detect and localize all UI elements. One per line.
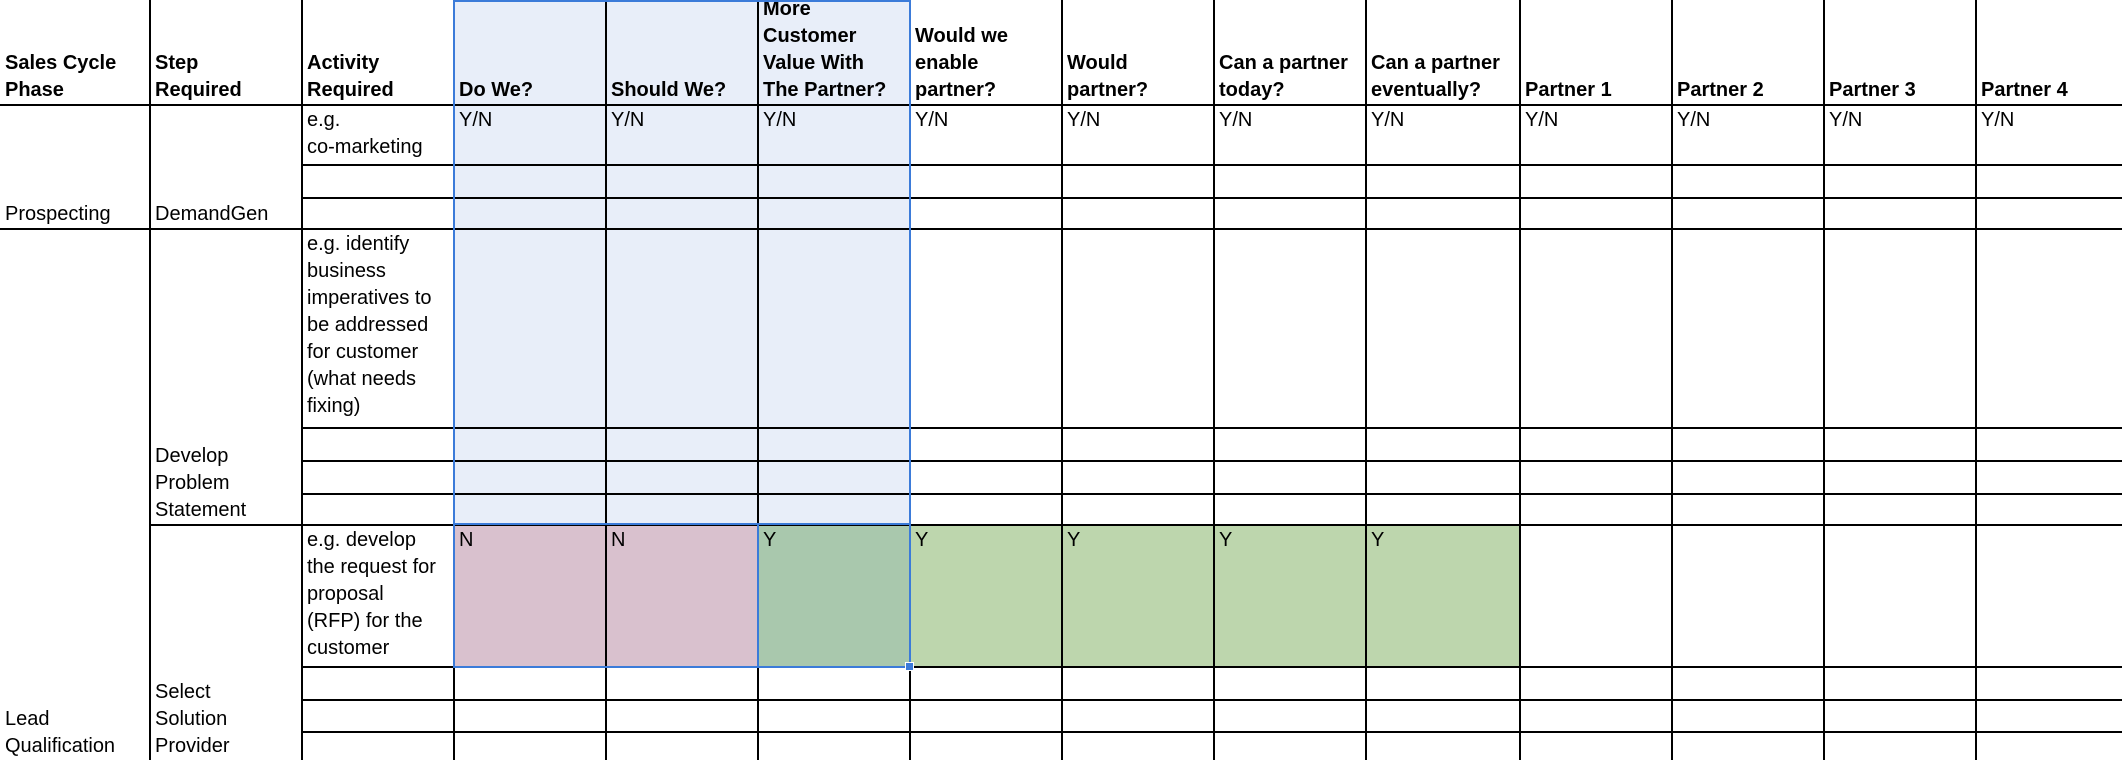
activity-identify-imperatives[interactable]: e.g. identify business imperatives to be addressed for customer (what needs fixing) xyxy=(307,233,432,417)
cell-enable-partner-rfp[interactable]: Y xyxy=(915,529,929,551)
cell-partner-eventually-r1[interactable]: Y/N xyxy=(1371,109,1405,131)
phase-prospecting[interactable]: Prospecting xyxy=(5,203,111,225)
column-selection-outline xyxy=(453,0,911,525)
activity-develop-rfp[interactable]: e.g. develop the request for proposal (RFP) for the customer xyxy=(307,529,436,659)
step-demandgen[interactable]: DemandGen xyxy=(155,203,269,225)
header-should-we[interactable]: Should We? xyxy=(611,79,727,101)
activity-comarketing[interactable]: e.g. co-marketing xyxy=(307,109,423,158)
phase-lead-qualification[interactable]: Lead Qualification xyxy=(5,708,116,757)
cell-partner-eventually-rfp[interactable]: Y xyxy=(1371,529,1385,551)
header-more-customer-value[interactable]: More Customer Value With The Partner? xyxy=(763,0,887,101)
header-enable-partner[interactable]: Would we enable partner? xyxy=(915,25,1008,101)
header-partner-3[interactable]: Partner 3 xyxy=(1829,79,1916,101)
cell-enable-partner-r1[interactable]: Y/N xyxy=(915,109,949,131)
cell-would-partner-r1[interactable]: Y/N xyxy=(1067,109,1101,131)
header-partner-2[interactable]: Partner 2 xyxy=(1677,79,1764,101)
header-partner-eventually[interactable]: Can a partner eventually? xyxy=(1371,52,1500,101)
selection-fill-handle[interactable] xyxy=(905,662,914,671)
active-cell-outline xyxy=(757,523,911,668)
cell-partner-1-r1[interactable]: Y/N xyxy=(1525,109,1559,131)
cell-more-value-r1[interactable]: Y/N xyxy=(763,109,797,131)
cell-should-we-rfp[interactable]: N xyxy=(611,529,626,551)
cell-partner-4-r1[interactable]: Y/N xyxy=(1981,109,2015,131)
header-partner-1[interactable]: Partner 1 xyxy=(1525,79,1612,101)
cell-partner-2-r1[interactable]: Y/N xyxy=(1677,109,1711,131)
cell-do-we-rfp[interactable]: N xyxy=(459,529,474,551)
step-develop-problem-statement[interactable]: Develop Problem Statement xyxy=(155,445,247,521)
header-partner-4[interactable]: Partner 4 xyxy=(1981,79,2068,101)
cell-do-we-r1[interactable]: Y/N xyxy=(459,109,493,131)
cell-partner-today-r1[interactable]: Y/N xyxy=(1219,109,1253,131)
header-activity-required[interactable]: Activity Required xyxy=(307,52,394,101)
cell-partner-today-rfp[interactable]: Y xyxy=(1219,529,1233,551)
header-sales-cycle-phase[interactable]: Sales Cycle Phase xyxy=(5,52,117,101)
header-do-we[interactable]: Do We? xyxy=(459,79,534,101)
row-divider xyxy=(302,731,2122,733)
cell-more-value-rfp[interactable]: Y xyxy=(763,529,777,551)
step-select-solution-provider[interactable]: Select Solution Provider xyxy=(155,681,230,757)
row-divider xyxy=(302,699,2122,701)
header-partner-today[interactable]: Can a partner today? xyxy=(1219,52,1348,101)
header-would-partner[interactable]: Would partner? xyxy=(1067,52,1149,101)
cell-would-partner-rfp[interactable]: Y xyxy=(1067,529,1081,551)
cell-should-we-r1[interactable]: Y/N xyxy=(611,109,645,131)
cell-partner-3-r1[interactable]: Y/N xyxy=(1829,109,1863,131)
header-step-required[interactable]: Step Required xyxy=(155,52,242,101)
